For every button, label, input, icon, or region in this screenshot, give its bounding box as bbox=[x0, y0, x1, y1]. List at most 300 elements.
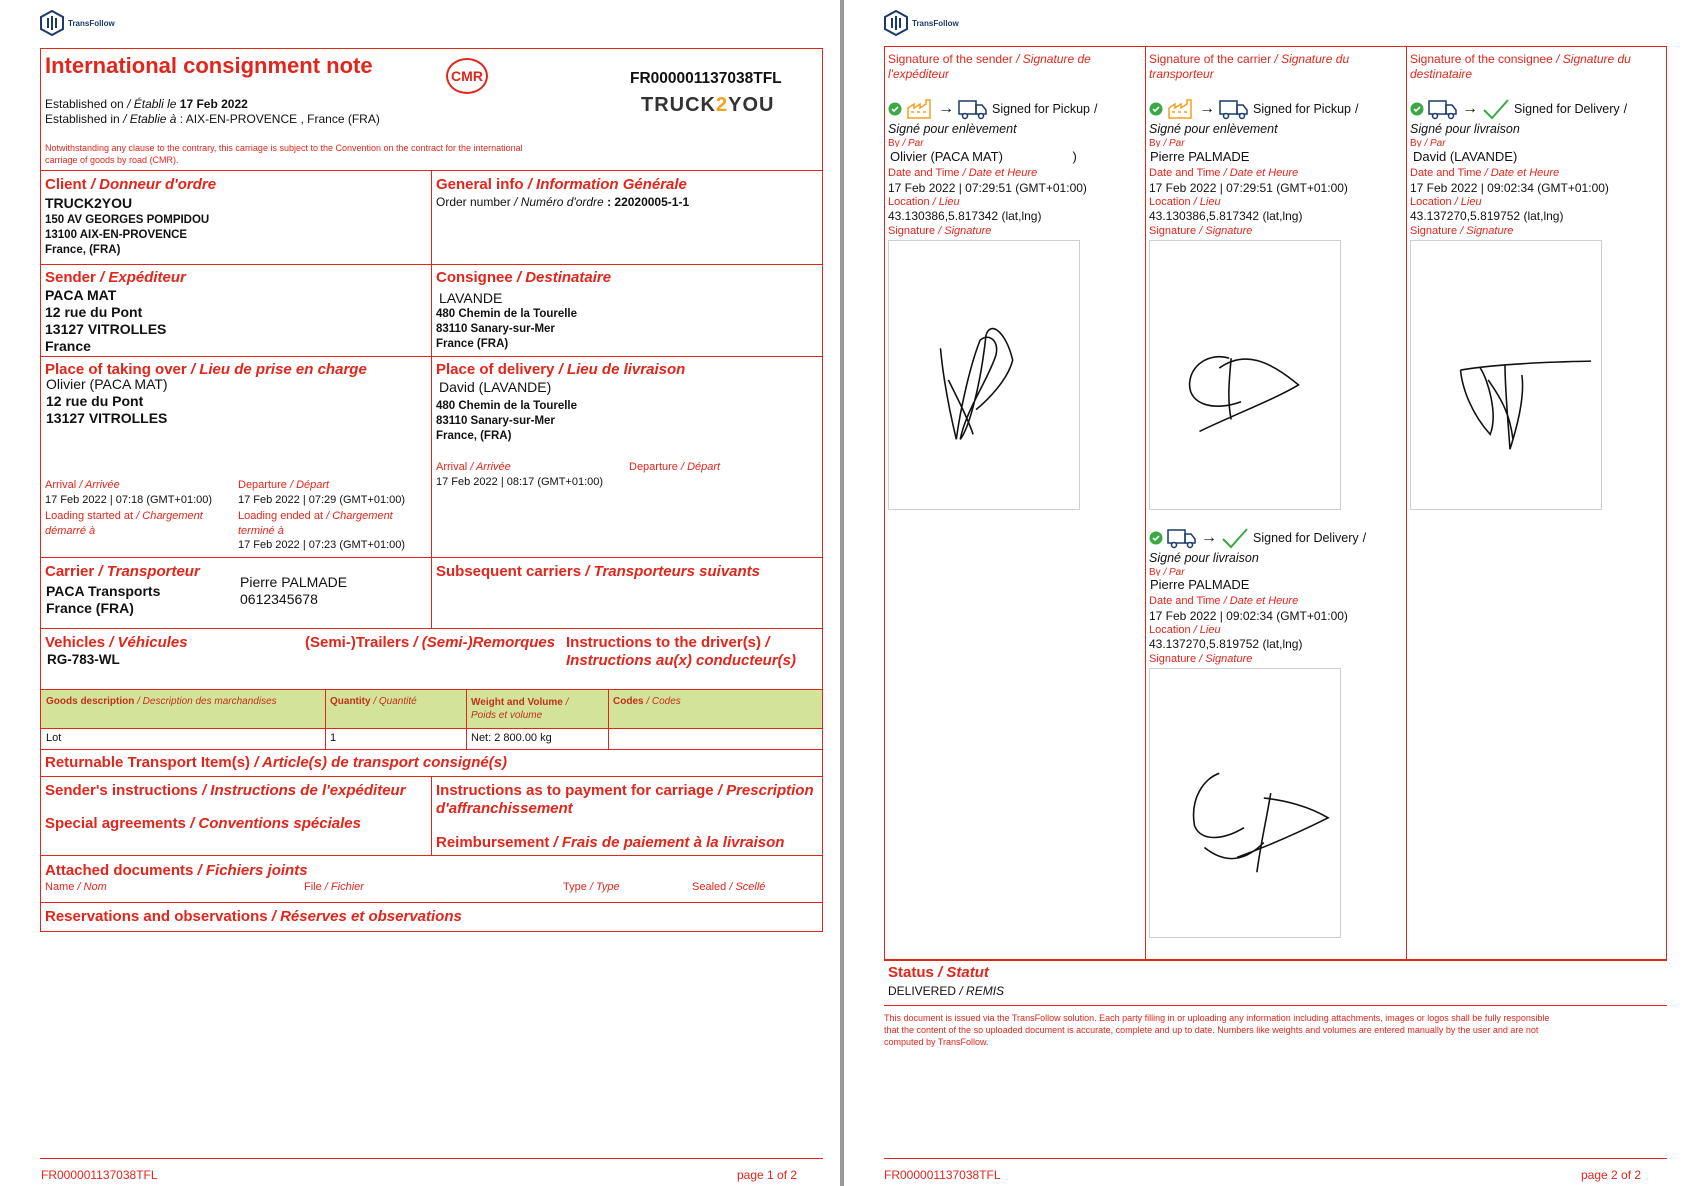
col-en: Codes bbox=[613, 696, 644, 707]
title-fr2: destinataire bbox=[1410, 67, 1473, 81]
disclaimer-line: computed by TransFollow. bbox=[884, 1037, 989, 1047]
trailers-label bbox=[305, 634, 555, 651]
reservations-fr: / Réserves et observations bbox=[271, 908, 462, 925]
arrow-right-icon: → bbox=[938, 100, 954, 117]
page-title: International consignment note bbox=[45, 53, 373, 78]
taking-departure-label bbox=[238, 479, 329, 491]
established-on-label: Established on bbox=[45, 97, 124, 111]
address-line: PACA Transports bbox=[46, 583, 161, 599]
dt-fr: / Date et Heure bbox=[1223, 595, 1299, 607]
sender-instr-en: Sender's instructions bbox=[45, 782, 198, 799]
divider bbox=[40, 902, 823, 903]
address-line: Olivier (PACA MAT) bbox=[46, 376, 168, 392]
by-en: By bbox=[888, 138, 900, 147]
step-label: Signed for Delivery bbox=[1253, 531, 1359, 545]
returnable-label bbox=[45, 754, 507, 771]
disclaimer-line: This document is issued via the TransFollow solution. Each party filling in or uploading any information including attachments, images or logos shall be fully responsible bbox=[884, 1013, 1550, 1023]
consignee-step-fr: Signé pour livraison bbox=[1410, 122, 1520, 136]
brand-name: TransFollow bbox=[68, 18, 115, 28]
step-label: Signed for Pickup bbox=[1253, 102, 1351, 116]
consignee-signature-label bbox=[1410, 225, 1513, 237]
taking-over-label-fr: / Lieu de prise en charge bbox=[190, 361, 367, 378]
subsequent-en: Subsequent carriers bbox=[436, 563, 582, 580]
truck-icon bbox=[1167, 527, 1197, 549]
logo-part-you: YOU bbox=[728, 94, 775, 116]
check-circle-icon bbox=[888, 102, 902, 116]
address-line: 480 Chemin de la Tourelle bbox=[436, 400, 578, 412]
load-start-en: Loading started at bbox=[45, 510, 134, 522]
step-slash: / bbox=[1362, 531, 1367, 545]
carrier-contact bbox=[240, 574, 347, 608]
divider bbox=[1406, 46, 1407, 960]
reimbursement-en: Reimbursement bbox=[436, 834, 550, 851]
loc-fr: / Lieu bbox=[1193, 196, 1221, 208]
sig-en: Signature bbox=[1149, 653, 1197, 665]
col-fr: / Nom bbox=[77, 881, 107, 893]
returnable-en: Returnable Transport Item(s) bbox=[45, 754, 251, 771]
consignee-signature-image bbox=[1410, 240, 1602, 510]
consignee-delivery-step bbox=[1410, 98, 1627, 120]
divider bbox=[431, 776, 432, 855]
address-line: France, (FRA) bbox=[436, 430, 512, 442]
by-fr: / Par bbox=[1424, 138, 1446, 147]
goods-cell-description: Lot bbox=[46, 732, 62, 744]
cmr-badge bbox=[446, 58, 488, 94]
taking-arrival-label bbox=[45, 479, 120, 491]
carrier-by-value: Pierre PALMADE bbox=[1150, 149, 1250, 164]
col-fr: / Quantité bbox=[373, 696, 417, 707]
sender-label-en: Sender bbox=[45, 269, 96, 286]
driver-instructions-fr bbox=[566, 652, 796, 669]
col-fr: / Scellé bbox=[729, 881, 766, 893]
vehicles-label bbox=[45, 634, 188, 651]
col-fr: / Description des marchandises bbox=[137, 696, 277, 707]
col-en: Weight and Volume bbox=[471, 697, 563, 708]
sender-datetime-value: 17 Feb 2022 | 07:29:51 (GMT+01:00) bbox=[888, 181, 1087, 195]
sender-location-label bbox=[888, 196, 960, 208]
disclaimer-line: that the content of the so uploaded document is accurate, complete and up to date. Numbers like weights and volumes are entered manually by the user and are not bbox=[884, 1025, 1539, 1035]
delivery-departure-label bbox=[629, 461, 720, 473]
status-fr: / Statut bbox=[938, 964, 989, 981]
carrier-delivery-datetime-value: 17 Feb 2022 | 09:02:34 (GMT+01:00) bbox=[1149, 609, 1348, 623]
sig-sender-title bbox=[888, 52, 1091, 82]
step-label: Signed for Delivery bbox=[1514, 102, 1620, 116]
address-line: France (FRA) bbox=[46, 600, 134, 616]
notice-line: Notwithstanding any clause to the contrary, this carriage is subject to the Convention on the contract for the international bbox=[45, 143, 523, 153]
carrier-by-label bbox=[1149, 138, 1185, 147]
title-fr2: transporteur bbox=[1149, 67, 1214, 81]
established-on bbox=[45, 97, 248, 111]
checkmark-icon bbox=[1482, 98, 1510, 120]
divider bbox=[40, 749, 823, 750]
order-label: Order number bbox=[436, 195, 511, 209]
carrier-delivery-step-fr: Signé pour livraison bbox=[1149, 551, 1259, 565]
status-value-fr: / REMIS bbox=[959, 984, 1005, 998]
carrier-delivery-step bbox=[1149, 527, 1366, 549]
delivery-label-en: Place of delivery bbox=[436, 361, 555, 378]
goods-cell-weight: Net: 2 800.00 kg bbox=[471, 732, 552, 744]
order-label-fr: / Numéro d'ordre bbox=[514, 195, 604, 209]
loc-en: Location bbox=[1149, 624, 1191, 636]
goods-cell-quantity: 1 bbox=[330, 732, 337, 744]
general-label-en: General info bbox=[436, 176, 524, 193]
carrier-delivery-location-label bbox=[1149, 624, 1221, 636]
arrival-en: Arrival bbox=[45, 479, 77, 491]
col-en: Type bbox=[563, 881, 587, 893]
sig-carrier-title bbox=[1149, 52, 1349, 82]
check-circle-icon bbox=[1149, 531, 1163, 545]
by-en: By bbox=[1149, 138, 1161, 147]
client-label-fr: / Donneur d'ordre bbox=[90, 176, 217, 193]
loc-fr: / Lieu bbox=[1454, 196, 1482, 208]
by-fr: / Par bbox=[1163, 138, 1185, 147]
sender-signature-label bbox=[888, 225, 991, 237]
truck-icon bbox=[958, 98, 988, 120]
dt-en: Date and Time bbox=[1149, 595, 1221, 607]
page-1 bbox=[0, 0, 840, 1186]
status-label bbox=[888, 964, 989, 981]
title-fr: / Signature du bbox=[1556, 52, 1631, 66]
vehicles-en: Vehicles bbox=[45, 634, 106, 651]
divider bbox=[431, 170, 432, 628]
sender-address bbox=[45, 287, 166, 355]
client-label bbox=[45, 176, 216, 193]
by-en: By bbox=[1149, 567, 1161, 576]
taking-over-address bbox=[46, 376, 168, 427]
dt-en: Date and Time bbox=[1149, 167, 1221, 179]
driver-instr-fr: Instructions au(x) conducteur(s) bbox=[566, 652, 797, 669]
goods-col-weight bbox=[471, 696, 568, 722]
address-line: France, (FRA) bbox=[45, 244, 121, 256]
carrier-label-fr: / Transporteur bbox=[98, 563, 200, 580]
divider bbox=[40, 728, 823, 729]
status-value bbox=[888, 984, 1004, 998]
logo-part-truck: TRUCK bbox=[641, 94, 716, 116]
carrier-signature-image bbox=[1149, 240, 1341, 510]
subsequent-fr: / Transporteurs suivants bbox=[585, 563, 761, 580]
by-en: By bbox=[1410, 138, 1422, 147]
carrier-step-fr: Signé pour enlèvement bbox=[1149, 122, 1278, 136]
taking-arrival-value: 17 Feb 2022 | 07:18 (GMT+01:00) bbox=[45, 494, 213, 506]
trailers-en: (Semi-)Trailers bbox=[305, 634, 410, 651]
sender-datetime-label bbox=[888, 167, 1037, 179]
loc-en: Location bbox=[1410, 196, 1452, 208]
truck-icon bbox=[1428, 98, 1458, 120]
by-paren: ) bbox=[1072, 149, 1077, 164]
divider bbox=[40, 356, 823, 357]
trailers-fr: / (Semi-)Remorques bbox=[413, 634, 556, 651]
load-start-fr2: démarré à bbox=[45, 525, 96, 537]
col-en: File bbox=[304, 881, 322, 893]
arrow-right-icon: → bbox=[1462, 100, 1478, 117]
loc-fr: / Lieu bbox=[1193, 624, 1221, 636]
carrier-datetime-value: 17 Feb 2022 | 07:29:51 (GMT+01:00) bbox=[1149, 181, 1348, 195]
address-line: France bbox=[45, 338, 91, 354]
carrier-location-label bbox=[1149, 196, 1221, 208]
driver-instr-en: Instructions to the driver(s) bbox=[566, 634, 762, 651]
check-circle-icon bbox=[1149, 102, 1163, 116]
divider bbox=[40, 855, 823, 856]
divider bbox=[40, 628, 823, 629]
consignee-label bbox=[436, 269, 611, 286]
col-en: Name bbox=[45, 881, 75, 893]
carrier-label bbox=[45, 563, 200, 580]
consignee-by-value: David (LAVANDE) bbox=[1413, 149, 1518, 164]
doc-id-header: FR000001137038TFL bbox=[630, 70, 782, 87]
subsequent-carriers-label bbox=[436, 563, 760, 580]
sig-fr: / Signature bbox=[1460, 225, 1514, 237]
title-en: Signature of the sender bbox=[888, 52, 1013, 66]
arrow-right-icon: → bbox=[1201, 529, 1217, 546]
established-in bbox=[45, 112, 380, 126]
sender-pickup-step bbox=[888, 98, 1097, 120]
delivery-name: David (LAVANDE) bbox=[439, 379, 552, 395]
sender-by-value bbox=[890, 149, 1077, 164]
factory-icon bbox=[1167, 98, 1195, 120]
sender-location-value: 43.130386,5.817342 (lat,lng) bbox=[888, 209, 1042, 223]
sig-en: Signature bbox=[1410, 225, 1458, 237]
attached-col-type bbox=[563, 881, 620, 893]
factory-icon bbox=[906, 98, 934, 120]
carrier-address bbox=[46, 583, 160, 617]
loading-ended-label bbox=[238, 509, 393, 539]
carrier-location-value: 43.130386,5.817342 (lat,lng) bbox=[1149, 209, 1303, 223]
attached-documents-label bbox=[45, 862, 308, 879]
by-fr: / Par bbox=[902, 138, 924, 147]
payment-fr2: d'affranchissement bbox=[436, 800, 573, 817]
address-line: 13100 AIX-EN-PROVENCE bbox=[45, 229, 188, 241]
delivery-label bbox=[436, 361, 685, 378]
carrier-pickup-step bbox=[1149, 98, 1358, 120]
sender-step-fr: Signé pour enlèvement bbox=[888, 122, 1017, 136]
col-en: Quantity bbox=[330, 696, 371, 707]
client-address bbox=[45, 213, 209, 258]
sender-label-fr: / Expéditeur bbox=[100, 269, 186, 286]
vehicles-fr: / Véhicules bbox=[109, 634, 188, 651]
cmr-badge-label: CMR bbox=[451, 68, 483, 84]
handwritten-signature bbox=[1411, 241, 1601, 509]
divider bbox=[466, 689, 467, 749]
consignee-name: LAVANDE bbox=[439, 290, 503, 306]
address-line: 480 Chemin de la Tourelle bbox=[436, 308, 578, 320]
handwritten-signature bbox=[1150, 241, 1340, 509]
loc-fr: / Lieu bbox=[932, 196, 960, 208]
sender-by-label bbox=[888, 138, 924, 147]
address-line: France (FRA) bbox=[436, 338, 509, 350]
status-en: Status bbox=[888, 964, 934, 981]
divider bbox=[884, 959, 1667, 960]
established-in-value: : AIX-EN-PROVENCE , France (FRA) bbox=[179, 112, 380, 126]
truck-icon bbox=[1219, 98, 1249, 120]
checkmark-icon bbox=[1221, 527, 1249, 549]
payment-instructions-label bbox=[436, 782, 814, 799]
departure-fr: / Départ bbox=[289, 479, 330, 491]
dt-fr: / Date et Heure bbox=[962, 167, 1038, 179]
dt-en: Date and Time bbox=[888, 167, 960, 179]
sig-en: Signature bbox=[888, 225, 936, 237]
delivery-label-fr: / Lieu de livraison bbox=[558, 361, 686, 378]
address-line: 13127 VITROLLES bbox=[46, 410, 168, 426]
special-en: Special agreements bbox=[45, 815, 186, 832]
attached-en: Attached documents bbox=[45, 862, 194, 879]
col-en: Sealed bbox=[692, 881, 727, 893]
title-fr2: l'expéditeur bbox=[888, 67, 949, 81]
sig-en: Signature bbox=[1149, 225, 1197, 237]
sender-instructions-label bbox=[45, 782, 406, 799]
sender-label bbox=[45, 269, 186, 286]
taking-departure-value: 17 Feb 2022 | 07:29 (GMT+01:00) bbox=[238, 494, 406, 506]
client-label-en: Client bbox=[45, 176, 87, 193]
load-end-fr: / Chargement bbox=[326, 510, 393, 522]
departure-en: Departure bbox=[238, 479, 287, 491]
sender-instr-fr: / Instructions de l'expéditeur bbox=[201, 782, 406, 799]
consignee-location-value: 43.137270,5.819752 (lat,lng) bbox=[1410, 209, 1564, 223]
delivery-address bbox=[436, 399, 577, 444]
step-slash: / bbox=[1354, 102, 1359, 116]
title-en: Signature of the consignee bbox=[1410, 52, 1553, 66]
payment-en: Instructions as to payment for carriage bbox=[436, 782, 714, 799]
divider bbox=[325, 689, 326, 749]
order-number bbox=[436, 195, 689, 209]
dt-fr: / Date et Heure bbox=[1484, 167, 1560, 179]
goods-col-codes bbox=[613, 696, 681, 707]
carrier-driver-name: Pierre PALMADE bbox=[240, 574, 348, 590]
footer-rule bbox=[884, 1158, 1667, 1159]
load-start-fr: / Chargement bbox=[136, 510, 203, 522]
consignee-label-fr: / Destinataire bbox=[516, 269, 612, 286]
sender-signature-image bbox=[888, 240, 1080, 510]
address-line: 83110 Sanary-sur-Mer bbox=[436, 415, 555, 427]
truck2you-logo bbox=[641, 94, 774, 117]
established-on-fr: / Établi le bbox=[127, 97, 177, 111]
carrier-datetime-label bbox=[1149, 167, 1298, 179]
transfollow-brand bbox=[40, 10, 115, 36]
consignee-address bbox=[436, 307, 577, 352]
reimbursement-fr: / Frais de paiement à la livraison bbox=[553, 834, 785, 851]
reimbursement-label bbox=[436, 834, 784, 851]
footer-rule bbox=[40, 1158, 823, 1159]
loading-ended-value: 17 Feb 2022 | 07:23 (GMT+01:00) bbox=[238, 539, 406, 551]
reservations-en: Reservations and observations bbox=[45, 908, 268, 925]
departure-fr: / Départ bbox=[680, 461, 721, 473]
carrier-delivery-signature-label bbox=[1149, 653, 1252, 665]
goods-col-quantity bbox=[330, 696, 417, 707]
carrier-delivery-by-value: Pierre PALMADE bbox=[1150, 577, 1250, 592]
consignee-datetime-value: 17 Feb 2022 | 09:02:34 (GMT+01:00) bbox=[1410, 181, 1609, 195]
driver-instr-slash: / bbox=[765, 634, 770, 651]
title-fr: / Signature de bbox=[1016, 52, 1091, 66]
consignee-datetime-label bbox=[1410, 167, 1559, 179]
delivery-arrival-value: 17 Feb 2022 | 08:17 (GMT+01:00) bbox=[436, 476, 604, 488]
status-badge: DELIVERED bbox=[888, 984, 957, 998]
vehicle-plate: RG-783-WL bbox=[47, 652, 120, 667]
col-fr: / Codes bbox=[646, 696, 681, 707]
arrow-right-icon: → bbox=[1199, 100, 1215, 117]
reservations-label bbox=[45, 908, 462, 925]
footer-page-number: page 1 of 2 bbox=[737, 1168, 798, 1182]
footer-page-number: page 2 of 2 bbox=[1581, 1168, 1642, 1182]
footer-doc-id: FR000001137038TFL bbox=[41, 1168, 158, 1182]
attached-col-sealed bbox=[692, 881, 765, 893]
col-en: Goods description bbox=[46, 696, 135, 707]
check-circle-icon bbox=[1410, 102, 1424, 116]
loading-started-label bbox=[45, 509, 203, 539]
sig-fr: / Signature bbox=[1199, 225, 1253, 237]
consignee-location-label bbox=[1410, 196, 1482, 208]
attached-fr: / Fichiers joints bbox=[197, 862, 308, 879]
special-agreements-label bbox=[45, 815, 361, 832]
client-name: TRUCK2YOU bbox=[45, 195, 133, 211]
sig-fr: / Signature bbox=[938, 225, 992, 237]
address-line: 83110 Sanary-sur-Mer bbox=[436, 323, 555, 335]
payment-fr: / Prescription bbox=[717, 782, 814, 799]
order-value: : 22020005-1-1 bbox=[607, 195, 690, 209]
attached-col-file bbox=[304, 881, 364, 893]
address-line: 12 rue du Pont bbox=[45, 304, 143, 320]
footer-doc-id: FR000001137038TFL bbox=[884, 1168, 1001, 1182]
loc-en: Location bbox=[1149, 196, 1191, 208]
address-line: 13127 VITROLLES bbox=[45, 321, 167, 337]
brand-name: TransFollow bbox=[912, 18, 959, 28]
sig-fr: / Signature bbox=[1199, 653, 1253, 665]
established-in-label: Established in bbox=[45, 112, 120, 126]
notice-line: carriage of goods by road (CMR). bbox=[45, 155, 179, 165]
goods-col-description bbox=[46, 696, 277, 707]
sig-consignee-title bbox=[1410, 52, 1631, 82]
carrier-phone: 0612345678 bbox=[240, 591, 318, 607]
divider bbox=[1145, 46, 1146, 960]
transfollow-brand bbox=[884, 10, 959, 36]
driver-instructions-label bbox=[566, 634, 769, 651]
step-slash: / bbox=[1093, 102, 1098, 116]
special-fr: / Conventions spéciales bbox=[190, 815, 361, 832]
general-label-fr: / Information Générale bbox=[527, 176, 687, 193]
transfollow-logo-icon bbox=[40, 10, 64, 36]
disclaimer bbox=[884, 1012, 1549, 1048]
divider bbox=[40, 264, 823, 265]
general-info-label bbox=[436, 176, 687, 193]
payment-instructions-fr bbox=[436, 800, 573, 817]
dt-en: Date and Time bbox=[1410, 167, 1482, 179]
col-fr2: Poids et volume bbox=[471, 710, 543, 721]
arrival-fr: / Arrivée bbox=[470, 461, 511, 473]
loc-en: Location bbox=[888, 196, 930, 208]
arrival-en: Arrival bbox=[436, 461, 468, 473]
address-line: 150 AV GEORGES POMPIDOU bbox=[45, 214, 210, 226]
dt-fr: / Date et Heure bbox=[1223, 167, 1299, 179]
step-slash: / bbox=[1623, 102, 1628, 116]
col-fr: / bbox=[565, 697, 569, 708]
logo-part-2: 2 bbox=[716, 94, 729, 116]
load-end-en: Loading ended at bbox=[238, 510, 324, 522]
carrier-signature-label bbox=[1149, 225, 1252, 237]
carrier-delivery-by-label bbox=[1149, 567, 1185, 576]
delivery-arrival-label bbox=[436, 461, 511, 473]
divider bbox=[608, 689, 609, 749]
established-in-fr: / Etablie à bbox=[123, 112, 177, 126]
cmr-notice bbox=[45, 142, 523, 166]
taking-over-label-en: Place of taking over bbox=[45, 361, 187, 378]
handwritten-signature bbox=[1150, 669, 1340, 937]
attached-col-name bbox=[45, 881, 107, 893]
carrier-delivery-signature-image bbox=[1149, 668, 1341, 938]
col-fr: / Type bbox=[589, 881, 620, 893]
step-label: Signed for Pickup bbox=[992, 102, 1090, 116]
by-fr: / Par bbox=[1163, 567, 1185, 576]
title-fr: / Signature du bbox=[1274, 52, 1350, 66]
divider bbox=[40, 557, 823, 558]
departure-en: Departure bbox=[629, 461, 678, 473]
